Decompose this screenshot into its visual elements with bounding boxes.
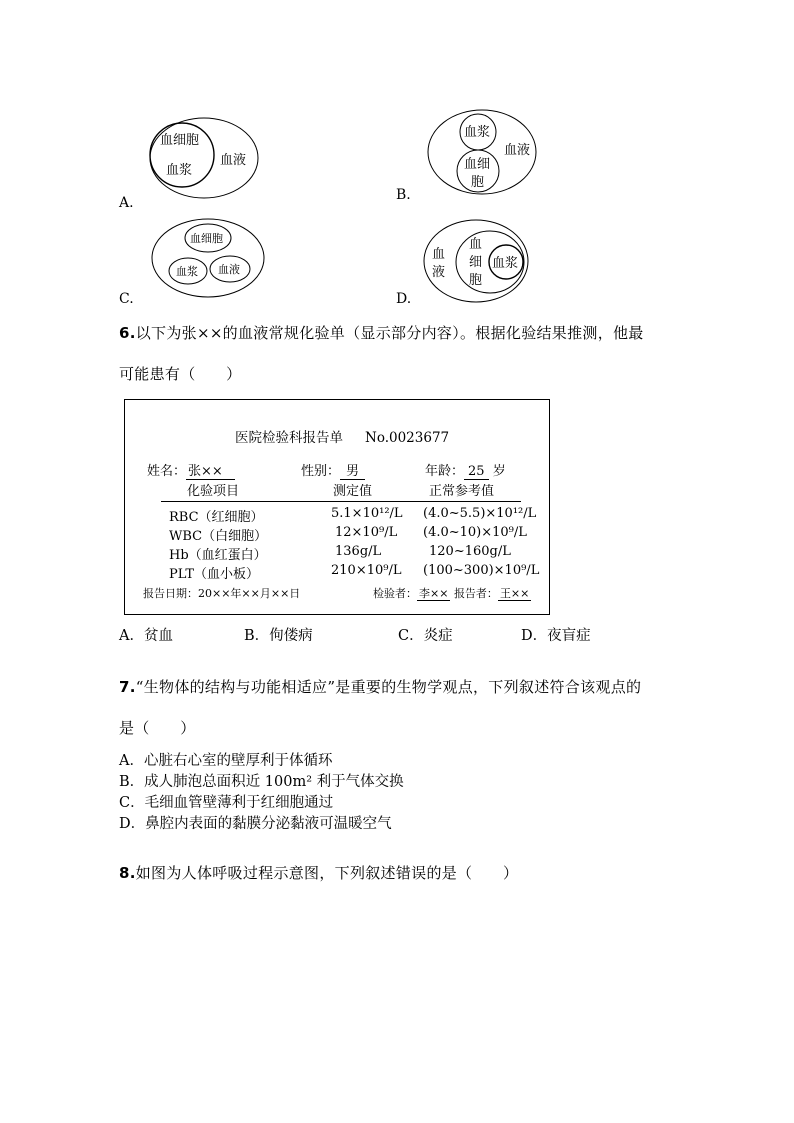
label-mid-1: 血 bbox=[469, 237, 483, 252]
report-sex bbox=[301, 460, 365, 479]
label-outer-1: 血 bbox=[432, 247, 446, 262]
lab-report bbox=[124, 399, 550, 615]
diagram-b-svg bbox=[426, 106, 538, 198]
q8-number: 8. bbox=[119, 864, 136, 882]
sex-label: 性别： bbox=[301, 464, 341, 479]
q7-option-a: A．心脏右心室的壁厚利于体循环 bbox=[119, 753, 333, 769]
row-rbc-item: RBC（红细胞） bbox=[169, 510, 264, 525]
row-rbc-ref: (4.0~5.5)×10¹²/L bbox=[423, 506, 537, 521]
reporter-label: 报告者： bbox=[453, 587, 498, 600]
q7-option-d: D．鼻腔内表面的黏膜分泌黏液可温暖空气 bbox=[119, 816, 392, 832]
q6-line2: 可能患有（ ） bbox=[119, 365, 242, 383]
col-ref-header: 正常参考值 bbox=[429, 484, 495, 499]
label-inner: 血浆 bbox=[492, 256, 519, 271]
col-value-header: 测定值 bbox=[333, 484, 373, 499]
report-name bbox=[147, 460, 235, 479]
row-wbc-ref: (4.0~10)×10⁹/L bbox=[423, 525, 527, 540]
date-label: 报告日期： bbox=[143, 587, 198, 600]
label-circle-bottom-2: 胞 bbox=[471, 175, 485, 190]
q7-line1 bbox=[119, 676, 641, 697]
q6-option-b: B．佝偻病 bbox=[244, 628, 313, 644]
checker-label: 检验者： bbox=[373, 587, 417, 600]
label-mid-2: 细 bbox=[469, 255, 483, 270]
diagram-d-svg bbox=[422, 218, 530, 304]
q6-option-c: C．炎症 bbox=[398, 628, 453, 644]
col-item-header: 化验项目 bbox=[187, 484, 240, 499]
row-wbc-item: WBC（白细胞） bbox=[169, 529, 268, 544]
report-signers bbox=[373, 585, 531, 601]
q6-text-line1: 以下为张××的血液常规化验单（显示部分内容）。根据化验结果推测，他最 bbox=[135, 324, 644, 342]
row-plt-item: PLT（血小板） bbox=[169, 567, 259, 582]
row-wbc-value: 12×10⁹/L bbox=[335, 525, 398, 540]
report-title-text: 医院检验科报告单 bbox=[235, 430, 343, 446]
label-inner-bottom: 血浆 bbox=[166, 163, 193, 178]
row-rbc-value: 5.1×10¹²/L bbox=[331, 506, 403, 521]
diagram-a-svg bbox=[148, 112, 260, 202]
diagram-c-svg bbox=[150, 216, 268, 300]
row-hb-item: Hb（血红蛋白） bbox=[169, 548, 267, 563]
label-circle-top: 血浆 bbox=[464, 125, 491, 140]
q8-line1 bbox=[119, 862, 518, 883]
name-label: 姓名： bbox=[147, 464, 187, 479]
age-label: 年龄： bbox=[425, 464, 465, 479]
row-hb-ref: 120~160g/L bbox=[429, 544, 511, 559]
diagram-c bbox=[150, 216, 268, 300]
label-top: 血细胞 bbox=[190, 232, 223, 245]
report-title bbox=[235, 426, 449, 446]
label-left: 血浆 bbox=[176, 265, 198, 278]
label-mid-3: 胞 bbox=[469, 273, 483, 288]
row-hb-value: 136g/L bbox=[335, 544, 382, 559]
report-number: No.0023677 bbox=[365, 430, 450, 446]
q7-text-line1: “生物体的结构与功能相适应”是重要的生物学观点，下列叙述符合该观点的 bbox=[135, 678, 642, 696]
checker-value: 李×× bbox=[419, 587, 449, 600]
q6-option-a: A．贫血 bbox=[119, 628, 173, 644]
q6-line1 bbox=[119, 322, 644, 343]
q8-text-line1: 如图为人体呼吸过程示意图，下列叙述错误的是（ ） bbox=[135, 864, 519, 882]
report-date bbox=[143, 585, 300, 601]
header-rule bbox=[161, 501, 521, 502]
row-plt-ref: (100~300)×10⁹/L bbox=[423, 563, 540, 578]
diagram-d-label: D. bbox=[396, 291, 412, 307]
date-value: 20××年××月××日 bbox=[198, 587, 301, 600]
name-value: 张×× bbox=[186, 464, 235, 480]
label-outer-2: 液 bbox=[432, 265, 446, 280]
diagram-b bbox=[426, 106, 538, 198]
outer-ellipse bbox=[152, 219, 264, 297]
row-plt-value: 210×10⁹/L bbox=[331, 563, 402, 578]
report-age bbox=[425, 460, 506, 479]
q7-option-b: B．成人肺泡总面积近 100m² 利于气体交换 bbox=[119, 774, 404, 790]
q7-option-c: C．毛细血管壁薄利于红细胞通过 bbox=[119, 795, 334, 811]
age-value: 25 bbox=[464, 464, 489, 480]
label-circle-bottom-1: 血细 bbox=[464, 157, 491, 172]
diagram-a bbox=[148, 112, 260, 202]
label-outer: 血液 bbox=[504, 143, 531, 158]
diagram-a-label: A. bbox=[119, 195, 134, 211]
q7-number: 7. bbox=[119, 678, 136, 696]
diagram-d bbox=[422, 218, 530, 304]
sex-value: 男 bbox=[340, 464, 365, 480]
label-right: 血液 bbox=[218, 263, 240, 276]
diagram-c-label: C. bbox=[119, 291, 134, 307]
label-inner-top: 血细胞 bbox=[160, 133, 200, 148]
q6-option-d: D．夜盲症 bbox=[521, 628, 591, 644]
diagram-b-label: B. bbox=[396, 187, 411, 203]
reporter-value: 王×× bbox=[499, 587, 530, 600]
q6-number: 6. bbox=[119, 324, 136, 342]
q7-line2: 是（ ） bbox=[119, 719, 196, 737]
age-unit: 岁 bbox=[492, 464, 506, 479]
label-outer: 血液 bbox=[220, 153, 247, 168]
